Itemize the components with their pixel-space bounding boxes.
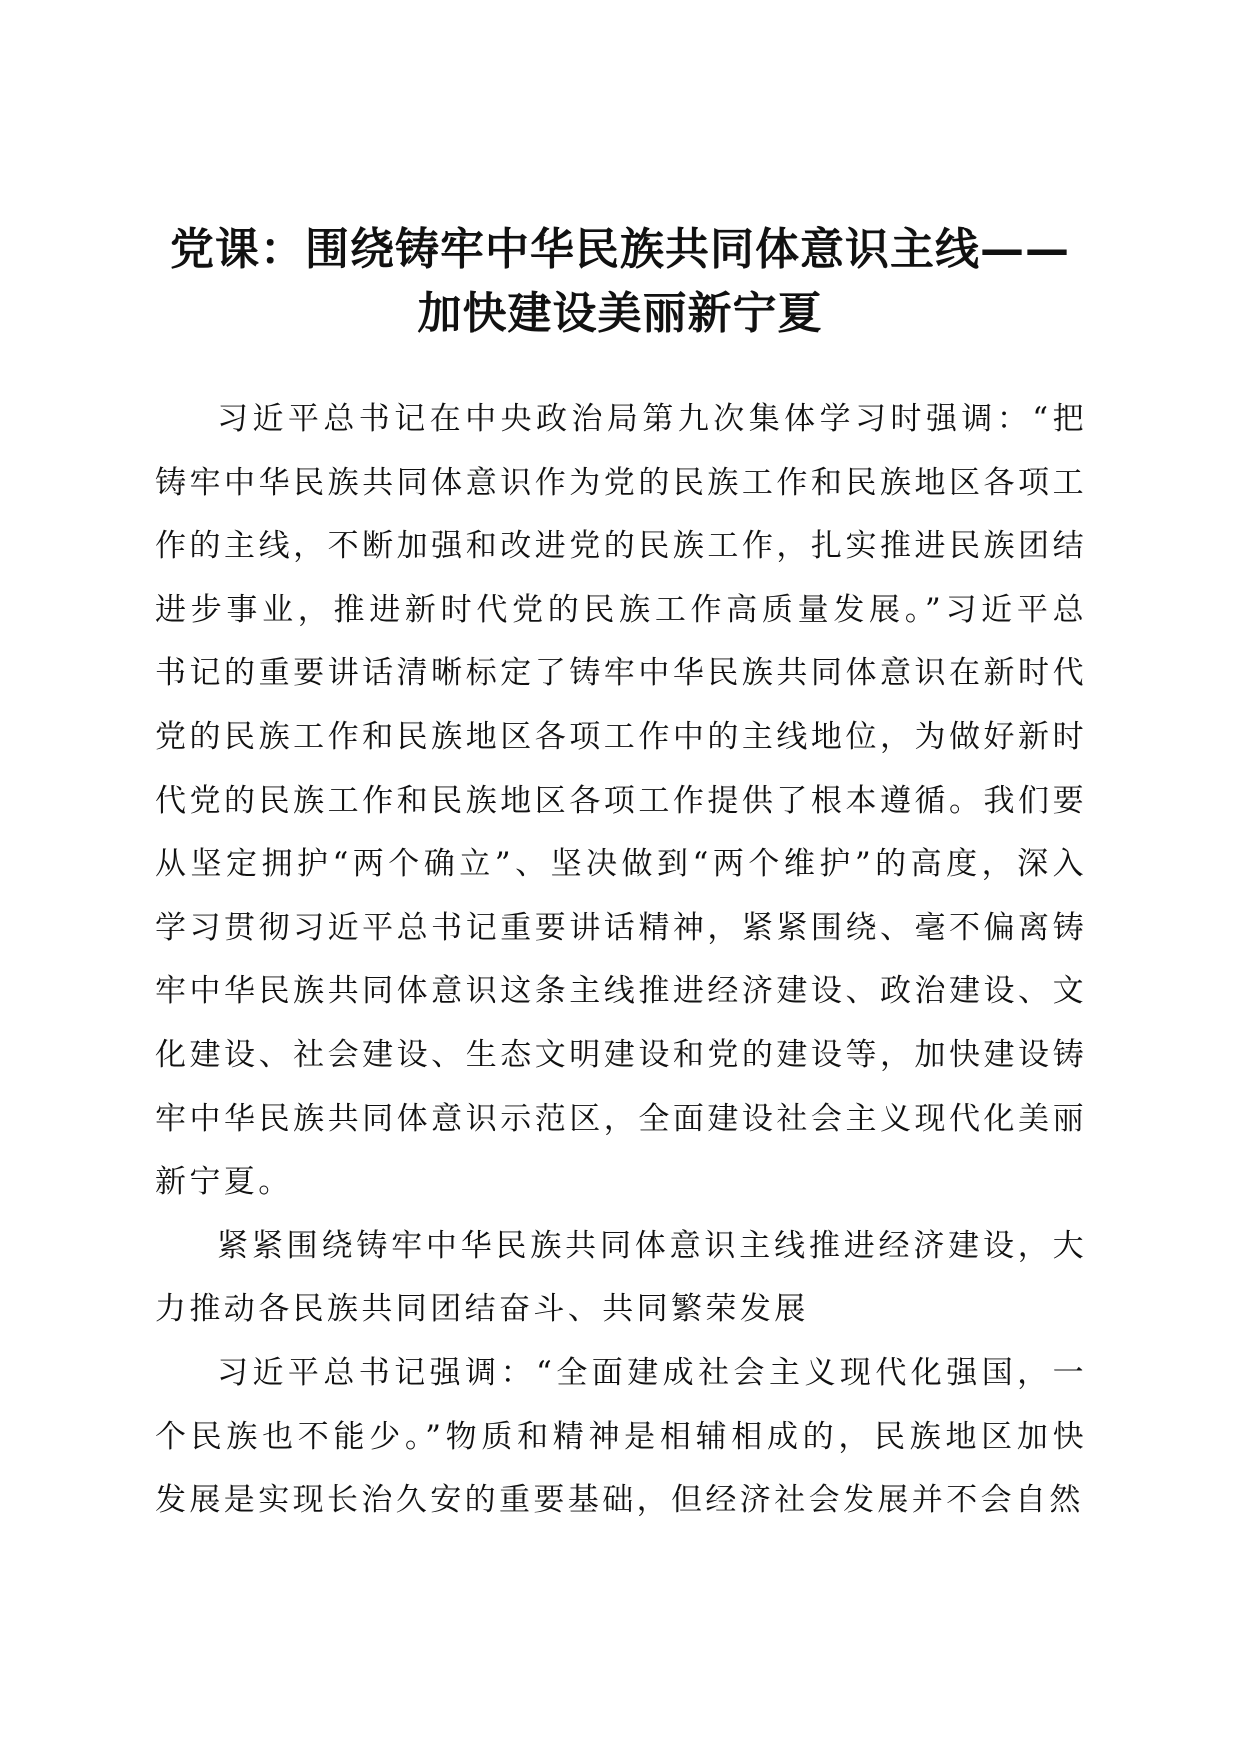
document-body <box>155 388 1087 1533</box>
document-title <box>150 218 1090 346</box>
title-line-2: 加快建设美丽新宁夏 <box>417 288 823 339</box>
title-line-1: 党课：围绕铸牢中华民族共同体意识主线—— <box>170 224 1070 275</box>
paragraph-quote: 习近平总书记强调：“全面建成社会主义现代化强国，一个民族也不能少。”物质和精神是相辅相成的，民族地区加快发展是实现长治久安的重要基础，但经济社会发展并不会自然 <box>155 1354 1087 1519</box>
paragraph-section-heading: 紧紧围绕铸牢中华民族共同体意识主线推进经济建设，大力推动各民族共同团结奋斗、共同繁荣发展 <box>155 1227 1087 1328</box>
paragraph-intro: 习近平总书记在中央政治局第九次集体学习时强调：“把铸牢中华民族共同体意识作为党的民族工作和民族地区各项工作的主线，不断加强和改进党的民族工作，扎实推进民族团结进步事业，推进新时代党的民族工作高质量发展。”习近平总书记的重要讲话清晰标定了铸牢中华民族共同体意识在新时代党的民族工作和民族地区各项工作中的主线地位，为做好新时代党的民族工作和民族地区各项工作提供了根本遵循。我们要从坚定拥护“两个确立”、坚决做到“两个维护”的高度，深入学习贯彻习近平总书记重要讲话精神，紧紧围绕、毫不偏离铸牢中华民族共同体意识这条主线推进经济建设、政治建设、文化建设、社会建设、生态文明建设和党的建设等，加快建设铸牢中华民族共同体意识示范区，全面建设社会主义现代化美丽新宁夏。 <box>155 401 1087 1201</box>
